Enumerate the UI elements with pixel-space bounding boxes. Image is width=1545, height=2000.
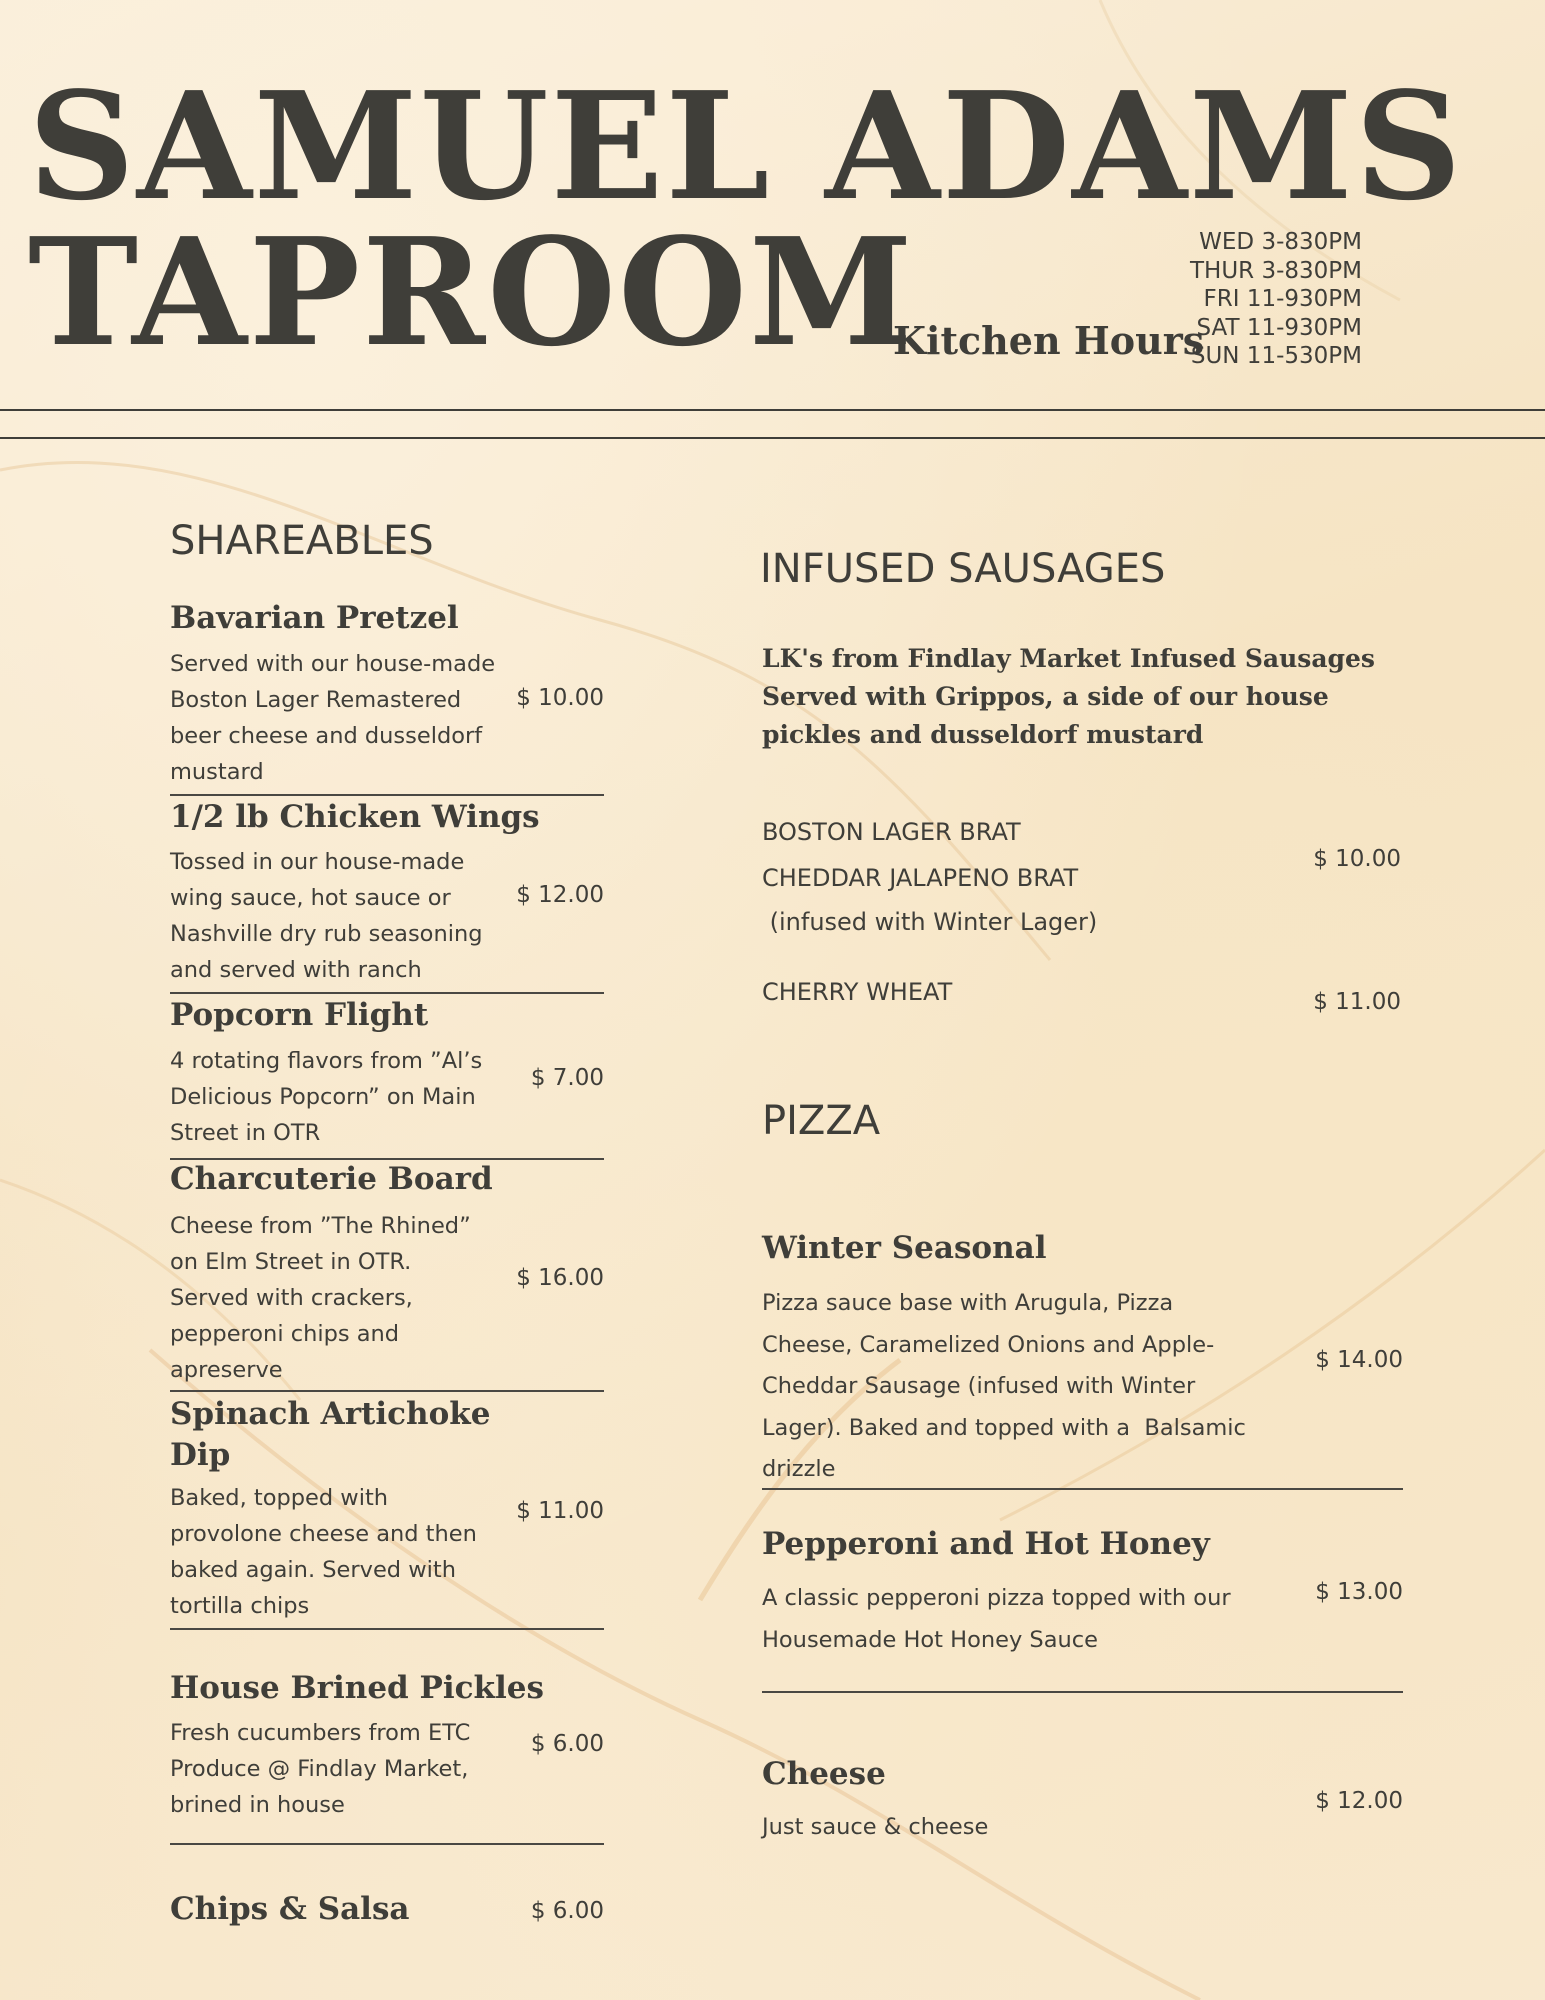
item-price: $ 13.00 xyxy=(1315,1579,1403,1605)
item-desc: A classic pepperoni pizza topped with our Housemade Hot Honey Sauce xyxy=(762,1585,1231,1653)
item-divider xyxy=(170,1843,604,1845)
item-desc: Baked, topped with provolone cheese and then baked again. Served with tortilla chips xyxy=(170,1485,477,1619)
item-name: Charcuterie Board xyxy=(170,1161,493,1197)
hours-row: SUN 11-530PM xyxy=(1190,343,1362,369)
sausage-item: CHEDDAR JALAPENO BRAT xyxy=(762,864,1079,892)
item-price: $ 10.00 xyxy=(1313,846,1401,872)
item-desc: Served with our house-made Boston Lager Remastered beer cheese and dusseldorf mustard xyxy=(170,651,496,785)
header-divider-top xyxy=(0,409,1545,411)
hours-row: THUR 3-830PM xyxy=(1189,257,1362,284)
kitchen-hours-list xyxy=(1190,228,1362,371)
item-desc: Cheese from ”The Rhined” on Elm Street in OTR. Served with crackers, pepperoni chips and apreserve xyxy=(170,1213,471,1383)
item-divider xyxy=(762,1488,1403,1490)
item-name: Bavarian Pretzel xyxy=(170,600,459,636)
item-divider xyxy=(170,1390,604,1392)
item-desc: Tossed in our house-made wing sauce, hot sauce or Nashville dry rub seasoning and served with ranch xyxy=(170,849,483,983)
item-price: $ 12.00 xyxy=(516,882,604,908)
title-line-1: SAMUEL ADAMS xyxy=(28,59,1464,233)
hours-row: FRI 11-930PM xyxy=(1203,286,1362,312)
item-price: $ 11.00 xyxy=(1313,989,1401,1015)
item-price: $ 7.00 xyxy=(530,1065,604,1091)
title-line-2: TAPROOM xyxy=(28,205,915,379)
item-name: Cheese xyxy=(762,1756,886,1792)
item-price: $ 16.00 xyxy=(516,1265,604,1291)
item-divider xyxy=(170,1628,604,1630)
item-desc: Just sauce & cheese xyxy=(762,1814,989,1840)
sausages-intro: LK's from Findlay Market Infused Sausages Served with Grippos, a side of our house pickles and dusseldorf mustard xyxy=(762,644,1375,749)
item-price: $ 12.00 xyxy=(1315,1788,1403,1814)
item-name: Spinach Artichoke Dip xyxy=(170,1396,491,1473)
item-divider xyxy=(170,794,604,796)
item-price: $ 6.00 xyxy=(530,1898,604,1924)
sausage-item: CHERRY WHEAT xyxy=(762,978,953,1006)
item-name: Pepperoni and Hot Honey xyxy=(762,1526,1210,1562)
header-divider-bottom xyxy=(0,437,1545,439)
item-desc: 4 rotating flavors from ”Al’s Delicious Popcorn” on Main Street in OTR xyxy=(170,1048,483,1146)
item-desc: Pizza sauce base with Arugula, Pizza Cheese, Caramelized Onions and Apple- Cheddar Sausage (infused with Winter Lager). Baked and topped with a Balsamic drizzle xyxy=(762,1290,1246,1482)
sausage-note: (infused with Winter Lager) xyxy=(762,908,1098,936)
item-price: $ 14.00 xyxy=(1315,1347,1403,1373)
pizza-title: PIZZA xyxy=(762,1098,881,1144)
item-name: 1/2 lb Chicken Wings xyxy=(170,799,540,835)
sausages-title: INFUSED SAUSAGES xyxy=(760,546,1166,592)
item-name: House Brined Pickles xyxy=(170,1670,544,1706)
item-price: $ 6.00 xyxy=(530,1731,604,1757)
hours-row: WED 3-830PM xyxy=(1199,229,1362,255)
item-divider xyxy=(170,992,604,994)
item-desc: Fresh cucumbers from ETC Produce @ Findlay Market, brined in house xyxy=(170,1720,471,1818)
shareables-title: SHAREABLES xyxy=(170,518,434,564)
sausage-item: BOSTON LAGER BRAT xyxy=(762,818,1021,846)
hours-row: SAT 11-930PM xyxy=(1196,314,1362,341)
item-divider xyxy=(762,1691,1403,1693)
item-price: $ 11.00 xyxy=(516,1498,604,1524)
kitchen-hours-label: Kitchen Hours xyxy=(893,318,1205,363)
item-name: Winter Seasonal xyxy=(762,1230,1047,1266)
item-name: Chips & Salsa xyxy=(170,1891,410,1927)
item-price: $ 10.00 xyxy=(516,685,604,711)
item-name: Popcorn Flight xyxy=(170,997,429,1033)
